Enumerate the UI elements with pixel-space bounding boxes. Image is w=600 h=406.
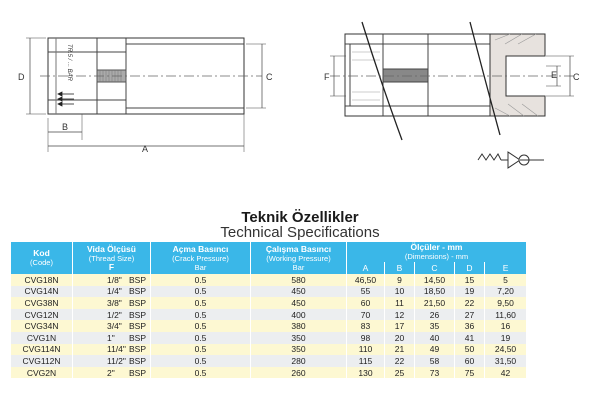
cell-dim-d: 75 xyxy=(455,367,485,379)
cell-code: CVG18N xyxy=(11,274,73,286)
spec-table-body xyxy=(11,274,527,378)
table-row xyxy=(11,344,527,356)
cell-dim-e: 31,50 xyxy=(485,355,527,367)
dim-label-b: B xyxy=(62,122,69,132)
dim-label-f: F xyxy=(324,72,330,82)
dim-label-a: A xyxy=(142,144,149,154)
cell-dim-b: 9 xyxy=(385,274,415,286)
thread-size: 11/2" xyxy=(106,355,126,366)
table-row xyxy=(11,367,527,379)
header-dim-b: B xyxy=(385,262,415,274)
cell-dim-c: 58 xyxy=(415,355,455,367)
cell-working-pressure: 580 xyxy=(251,274,347,286)
dim-label-e: E xyxy=(551,70,558,80)
body-pressure-label: TR.5 / ... BAR xyxy=(66,44,72,82)
cell-dim-a: 130 xyxy=(347,367,385,379)
cell-working-pressure: 350 xyxy=(251,344,347,356)
cell-working-pressure: 400 xyxy=(251,309,347,321)
dim-label-c-left: C xyxy=(266,72,273,82)
header-dim-d: D xyxy=(455,262,485,274)
cell-working-pressure: 350 xyxy=(251,332,347,344)
cell-crack-pressure: 0.5 xyxy=(151,274,251,286)
cell-thread xyxy=(73,297,151,309)
thread-type: BSP xyxy=(128,344,146,355)
cell-dim-b: 17 xyxy=(385,320,415,332)
thread-type: BSP xyxy=(128,332,146,343)
cell-dim-e: 9,50 xyxy=(485,297,527,309)
cell-code: CVG1N xyxy=(11,332,73,344)
cell-dim-b: 20 xyxy=(385,332,415,344)
cell-code: CVG14N xyxy=(11,286,73,298)
cell-working-pressure: 380 xyxy=(251,320,347,332)
spec-table xyxy=(10,242,527,378)
heading-turkish: Teknik Özellikler xyxy=(241,209,359,226)
cell-thread xyxy=(73,332,151,344)
cell-dim-b: 10 xyxy=(385,286,415,298)
dim-label-c-right: C xyxy=(573,72,580,82)
thread-type: BSP xyxy=(128,367,146,378)
table-row xyxy=(11,309,527,321)
thread-size: 11/4" xyxy=(106,344,126,355)
cell-dim-c: 35 xyxy=(415,320,455,332)
header-thread: Vida Ölçüsü (Thread Size) F xyxy=(73,242,151,274)
thread-type: BSP xyxy=(128,321,146,332)
table-row xyxy=(11,297,527,309)
cell-dim-b: 22 xyxy=(385,355,415,367)
dim-label-d: D xyxy=(18,72,25,82)
cell-crack-pressure: 0.5 xyxy=(151,344,251,356)
cell-dim-a: 110 xyxy=(347,344,385,356)
valve-side-view xyxy=(26,38,266,152)
cell-thread xyxy=(73,286,151,298)
thread-type: BSP xyxy=(128,274,146,285)
header-code: Kod (Code) xyxy=(11,242,73,274)
cell-dim-e: 7,20 xyxy=(485,286,527,298)
cell-dim-e: 42 xyxy=(485,367,527,379)
cell-dim-d: 22 xyxy=(455,297,485,309)
cell-dim-d: 36 xyxy=(455,320,485,332)
cell-dim-c: 21,50 xyxy=(415,297,455,309)
table-row xyxy=(11,320,527,332)
cell-thread xyxy=(73,355,151,367)
cell-dim-d: 19 xyxy=(455,286,485,298)
cell-dim-e: 19 xyxy=(485,332,527,344)
cell-dim-a: 98 xyxy=(347,332,385,344)
cell-dim-d: 41 xyxy=(455,332,485,344)
cell-thread xyxy=(73,320,151,332)
cell-dim-a: 46,50 xyxy=(347,274,385,286)
header-dimensions: Ölçüler - mm (Dimensions) - mm xyxy=(347,242,527,262)
cell-crack-pressure: 0.5 xyxy=(151,320,251,332)
thread-type: BSP xyxy=(128,286,146,297)
cell-dim-c: 49 xyxy=(415,344,455,356)
header-dim-e: E xyxy=(485,262,527,274)
thread-type: BSP xyxy=(128,297,146,308)
cell-dim-c: 73 xyxy=(415,367,455,379)
cell-dim-e: 24,50 xyxy=(485,344,527,356)
thread-size: 2" xyxy=(106,367,115,378)
cell-dim-e: 16 xyxy=(485,320,527,332)
cell-dim-a: 115 xyxy=(347,355,385,367)
cell-dim-b: 21 xyxy=(385,344,415,356)
cell-dim-c: 40 xyxy=(415,332,455,344)
cell-dim-b: 11 xyxy=(385,297,415,309)
heading-english: Technical Specifications xyxy=(220,224,380,241)
cell-crack-pressure: 0.5 xyxy=(151,355,251,367)
header-dim-a: A xyxy=(347,262,385,274)
cell-dim-b: 25 xyxy=(385,367,415,379)
table-row xyxy=(11,355,527,367)
cell-dim-b: 12 xyxy=(385,309,415,321)
cell-working-pressure: 260 xyxy=(251,367,347,379)
cell-working-pressure: 450 xyxy=(251,286,347,298)
header-crack-pressure: Açma Basıncı (Crack Pressure) Bar xyxy=(151,242,251,274)
cell-thread xyxy=(73,274,151,286)
cell-dim-a: 55 xyxy=(347,286,385,298)
cell-thread xyxy=(73,344,151,356)
cell-dim-a: 70 xyxy=(347,309,385,321)
cell-code: CVG2N xyxy=(11,367,73,379)
cell-dim-e: 5 xyxy=(485,274,527,286)
cell-crack-pressure: 0.5 xyxy=(151,309,251,321)
thread-size: 1/2" xyxy=(106,309,122,320)
thread-type: BSP xyxy=(128,355,146,366)
cell-code: CVG114N xyxy=(11,344,73,356)
thread-size: 1" xyxy=(106,332,115,343)
header-working-pressure: Çalışma Basıncı (Working Pressure) Bar xyxy=(251,242,347,274)
cell-crack-pressure: 0.5 xyxy=(151,297,251,309)
table-row xyxy=(11,274,527,286)
cell-code: CVG112N xyxy=(11,355,73,367)
thread-type: BSP xyxy=(128,309,146,320)
cell-dim-d: 15 xyxy=(455,274,485,286)
valve-section-view xyxy=(330,22,575,140)
cell-crack-pressure: 0.5 xyxy=(151,332,251,344)
cell-working-pressure: 450 xyxy=(251,297,347,309)
cell-crack-pressure: 0.5 xyxy=(151,367,251,379)
header-dim-c: C xyxy=(415,262,455,274)
table-row xyxy=(11,286,527,298)
cell-dim-a: 60 xyxy=(347,297,385,309)
cell-dim-c: 14,50 xyxy=(415,274,455,286)
table-row xyxy=(11,332,527,344)
cell-dim-c: 26 xyxy=(415,309,455,321)
cell-thread xyxy=(73,309,151,321)
cell-dim-d: 60 xyxy=(455,355,485,367)
cell-dim-e: 11,60 xyxy=(485,309,527,321)
thread-size: 1/8" xyxy=(106,274,122,285)
cell-dim-c: 18,50 xyxy=(415,286,455,298)
cell-dim-d: 50 xyxy=(455,344,485,356)
cell-crack-pressure: 0.5 xyxy=(151,286,251,298)
cell-code: CVG38N xyxy=(11,297,73,309)
thread-size: 3/4" xyxy=(106,321,122,332)
cell-dim-d: 27 xyxy=(455,309,485,321)
cell-code: CVG34N xyxy=(11,320,73,332)
cell-dim-a: 83 xyxy=(347,320,385,332)
cell-code: CVG12N xyxy=(11,309,73,321)
cell-working-pressure: 280 xyxy=(251,355,347,367)
cell-thread xyxy=(73,367,151,379)
thread-size: 1/4" xyxy=(106,286,122,297)
check-valve-symbol-icon xyxy=(478,152,544,168)
thread-size: 3/8" xyxy=(106,297,122,308)
